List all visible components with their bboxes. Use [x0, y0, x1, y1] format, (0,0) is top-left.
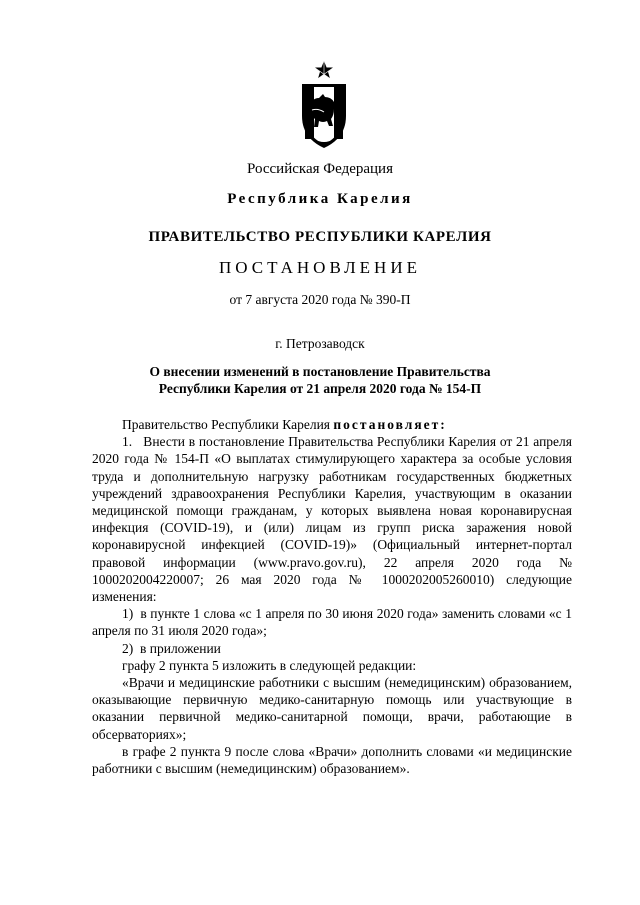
paragraph-1: 1. Внести в постановление Правительства Республики Карелия от 21 апреля 2020 года № 154-П «О выплатах стимулирующего характера за особые условия труда и дополнительную нагрузку работникам государственных бюджетных учреждений здравоохранения Республики Карелия, участвующим в оказании медицинской помощи гражданам, у которых выявлена новая коронавирусная инфекция (COVID-19), и (или) лицам из групп риска заражения новой коронавирусной инфекцией (COVID-19)» (Официальный интернет-портал правовой информации (www.pravo.gov.ru), 22 апреля 2020 года № 1000202004220007; 26 мая 2020 года № 1000202005260010) следующие изменения:	[92, 434, 572, 605]
city: г. Петрозаводск	[275, 336, 365, 351]
document-title	[0, 363, 640, 397]
karelia-coat-of-arms-icon	[298, 60, 350, 152]
title-line-1: О внесении изменений в постановление Правительства	[149, 364, 491, 379]
document-body	[92, 416, 572, 777]
paragraph-column-5: графу 2 пункта 5 изложить в следующей редакции:	[122, 657, 417, 673]
paragraph-new-wording: «Врачи и медицинские работники с высшим (немедицинским) образованием, оказывающие первичную медико-санитарную помощь или участвующие в оказании первичной медико-санитарной помощи, врачи, работающие в обсерваториях»;	[92, 675, 572, 742]
date-and-number: от 7 августа 2020 года № 390-П	[229, 292, 411, 307]
document-type: ПОСТАНОВЛЕНИЕ	[218, 258, 421, 277]
paragraph-1-subitem-2: 2) в приложении	[122, 640, 221, 656]
intro-paragraph	[92, 416, 572, 433]
paragraph-1-subitem-1: 1) в пункте 1 слова «с 1 апреля по 30 июня 2020 года» заменить словами «с 1 апреля по 31 июля 2020 года»;	[92, 606, 572, 639]
government-name: ПРАВИТЕЛЬСТВО РЕСПУБЛИКИ КАРЕЛИЯ	[148, 229, 492, 245]
country-name: Российская Федерация	[247, 161, 393, 177]
paragraph-column-9: в графе 2 пункта 9 после слова «Врачи» дополнить словами «и медицинские работники с высшим (немедицинским) образованием».	[92, 743, 572, 777]
intro-verb: постановляет:	[333, 417, 447, 432]
title-line-2: Республики Карелия от 21 апреля 2020 года № 154-П	[158, 381, 482, 396]
republic-name: Республика Карелия	[227, 191, 413, 207]
intro-lead: Правительство Республики Карелия	[122, 417, 334, 432]
